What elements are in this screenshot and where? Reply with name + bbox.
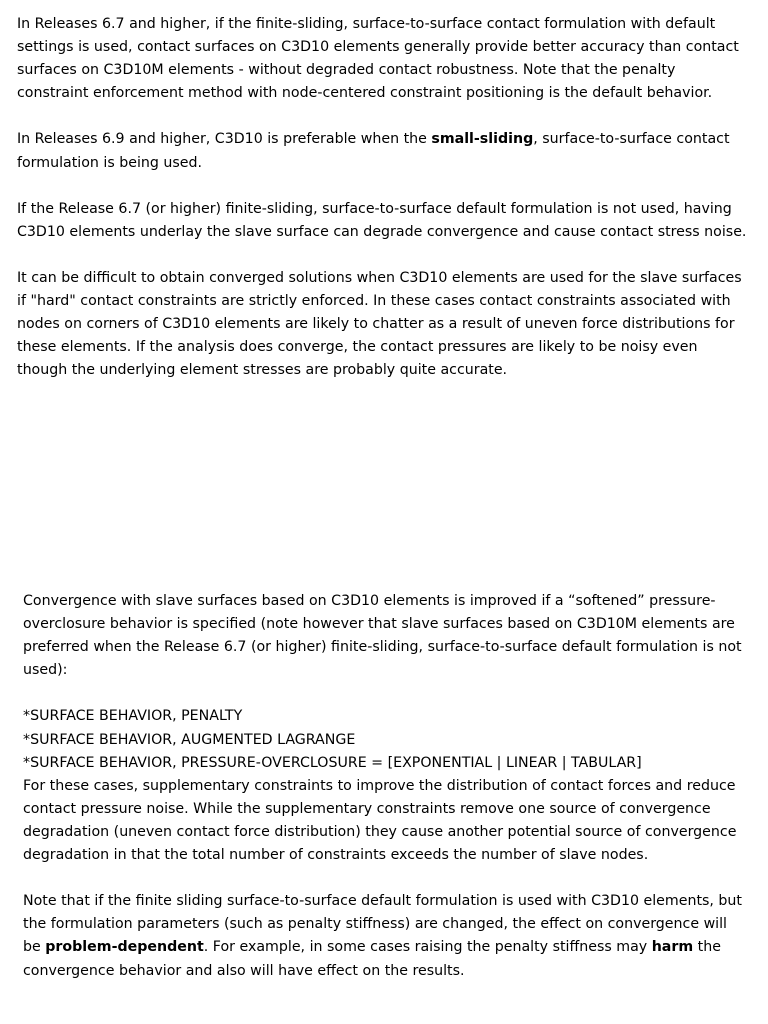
text-span: the convergence behavior and also will have effect on the results. xyxy=(23,939,721,979)
bold-harm: harm xyxy=(651,939,694,956)
keyword-line-pressure-overclosure: *SURFACE BEHAVIOR, PRESSURE-OVERCLOSURE = [EXPONENTIAL | LINEAR | TABULAR] xyxy=(23,754,642,771)
paragraph-default-formulation-not-used: If the Release 6.7 (or higher) finite-sliding, surface-to-surface default formulation is not used, having C3D10 elements underlay the slave surface can degrade convergence and cause contact stress noise. xyxy=(17,200,747,240)
text-span: In Releases 6.9 and higher, C3D10 is preferable when the xyxy=(17,131,432,148)
bottom-text-block xyxy=(23,590,745,983)
paragraph-hard-contact-constraints: It can be difficult to obtain converged solutions when C3D10 elements are used for the slave surfaces if "hard" contact constraints are strictly enforced. In these cases contact constraints associated with nodes on corners of C3D10 elements are likely to chatter as a result of uneven force distributions for these elements. If the analysis does converge, the contact pressures are likely to be noisy even though the underlying element stresses are probably quite accurate. xyxy=(17,270,742,379)
bold-problem-dependent: problem-dependent xyxy=(45,939,204,956)
paragraph-releases-6-9 xyxy=(17,128,749,174)
bold-small-sliding: small-sliding xyxy=(431,131,534,148)
text-span: , surface-to-surface contact formulation is being used. xyxy=(17,131,730,171)
paragraph-softened-behavior: Convergence with slave surfaces based on C3D10 elements is improved if a “softened” pressure-overclosure behavior is specified (note however that slave surfaces based on C3D10M elements are preferred when the Release 6.7 (or higher) finite-sliding, surface-to-surface default formulation is not used): xyxy=(23,593,742,679)
text-span: Note that if the finite sliding surface-to-surface default formulation is used with C3D10 elements, but the formulation parameters (such as penalty stiffness) are changed, the effect on convergence will be xyxy=(23,893,742,956)
paragraph-releases-6-7: In Releases 6.7 and higher, if the finite-sliding, surface-to-surface contact formulation with default settings is used, contact surfaces on C3D10 elements generally provide better accuracy than contact surfaces on C3D10M elements - without degraded contact robustness. Note that the penalty constraint enforcement method with node-centered constraint positioning is the default behavior. xyxy=(17,16,739,102)
keyword-line-augmented-lagrange: *SURFACE BEHAVIOR, AUGMENTED LAGRANGE xyxy=(23,731,356,748)
paragraph-problem-dependent xyxy=(23,890,745,982)
text-span: . For example, in some cases raising the penalty stiffness may xyxy=(203,939,652,956)
paragraph-supplementary-constraints: For these cases, supplementary constraints to improve the distribution of contact forces and reduce contact pressure noise. While the supplementary constraints remove one source of convergence degradation (uneven contact force distribution) they cause another potential source of convergence degradation in that the total number of constraints exceeds the number of slave nodes. xyxy=(23,777,737,864)
keyword-line-penalty: *SURFACE BEHAVIOR, PENALTY xyxy=(23,708,243,725)
top-text-block xyxy=(17,13,749,383)
